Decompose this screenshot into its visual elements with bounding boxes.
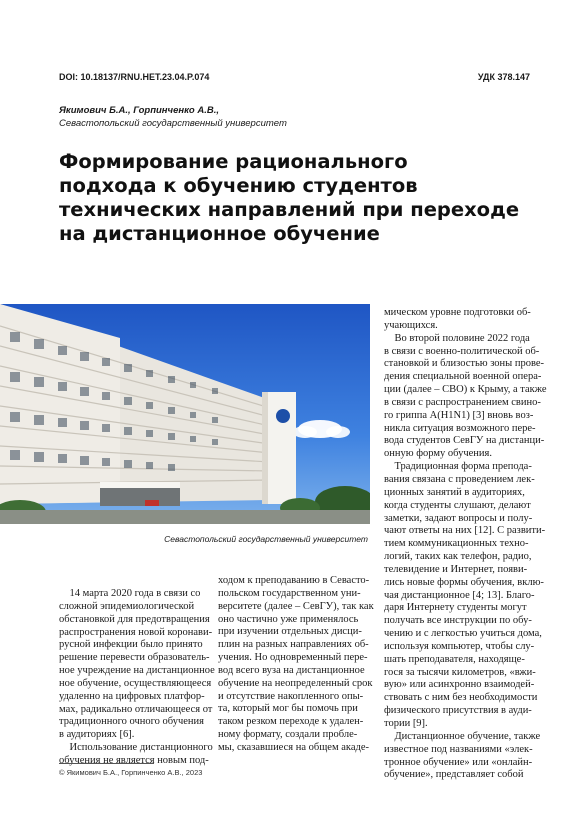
text-line: верситете (далее – СевГУ), так как [218, 600, 374, 612]
title-line: Формирование рационального [59, 150, 408, 173]
text-line: Традиционная форма препода- [384, 461, 532, 473]
text-line: вод всего вуза на дистанционное [218, 664, 365, 676]
text-line: тием коммуникационных техно- [384, 538, 529, 550]
text-line: становкой и близостью зоны прове- [384, 358, 545, 370]
text-line: гося за тысячи километров, «вжи- [384, 666, 536, 678]
text-line: мы, сказавшиеся на общем акаде- [218, 741, 369, 753]
text-line: дения специальной военной опера- [384, 371, 542, 383]
text-line: оно частично уже применялось [218, 613, 359, 625]
text-line: при изучении отдельных дисци- [218, 626, 362, 638]
text-line: та, который мог бы помочь при [218, 703, 358, 715]
photo-caption: Севастопольский государственный университет [164, 534, 368, 544]
building-illustration [0, 304, 370, 524]
author-block [59, 104, 287, 130]
text-line: лись новые формы обучения, вклю- [384, 576, 544, 588]
text-line: удаленно на цифровых платфор- [59, 690, 205, 702]
text-line: чают ответы на них [12]. С развити- [384, 525, 546, 537]
text-line: даря Интернету студенты могут [384, 602, 527, 614]
text-line: 14 марта 2020 года в связи со [59, 588, 201, 599]
text-line: ному формату, создали пробле- [218, 729, 358, 741]
text-line: ное обучение, осуществляющееся [59, 677, 212, 689]
text-line: ное учреждение на дистанционное [59, 665, 215, 677]
text-line: го гриппа A(H1N1) [3] вновь воз- [384, 409, 534, 421]
text-line: ционных занятий в аудиториях, [384, 486, 525, 498]
text-line: вания связана с проведением лек- [384, 473, 535, 485]
text-line: традиционного очного обучения [59, 716, 204, 728]
text-line: сложной эпидемиологической [59, 600, 195, 612]
university-building-photo [0, 304, 370, 524]
text-line: Дистанционное обучение, также [384, 730, 541, 742]
udc-label: УДК 378.147 [477, 72, 530, 82]
text-line: распространения новой коронави- [59, 626, 213, 638]
text-line: учающихся. [384, 319, 438, 331]
text-line: никла ситуация возможного пере- [384, 422, 536, 434]
text-line: учения. Но одновременный пере- [218, 652, 368, 664]
text-line: польском государственном уни- [218, 587, 361, 599]
text-line: известное под названиями «элек- [384, 743, 533, 755]
text-line: ходом к преподаванию в Севасто- [218, 575, 370, 586]
text-line: используя компьютер, чтобы слу- [384, 640, 535, 652]
text-line: когда студенты слушают, делают [384, 499, 531, 511]
text-line: обучение на неопределенный срок [218, 677, 373, 689]
text-line: чению и с легкостью учиться дома, [384, 628, 542, 640]
title-line: технических направлений при переходе [59, 198, 520, 221]
title-line: на дистанционное обучение [59, 222, 380, 245]
text-line: Во второй половине 2022 года [384, 332, 530, 344]
text-line: вода студентов СевГУ на дистанци- [384, 435, 545, 447]
text-line: ции (далее – СВО) к Крыму, а также [384, 384, 547, 396]
text-line: шать преподавателя, находяще- [384, 653, 525, 665]
article-title [59, 150, 520, 246]
doi-label: DOI: 10.18137/RNU.HET.23.04.P.074 [59, 72, 210, 82]
body-column-1 [59, 588, 215, 768]
text-line: в аудиториях [6]. [59, 729, 135, 741]
text-line: ствовать с ним без необходимости [384, 692, 538, 704]
text-line: логий, таких как телефон, радио, [384, 551, 532, 563]
title-line: подхода к обучению студентов [59, 174, 418, 197]
text-line: чая дистанционное [4; 13]. Благо- [384, 589, 535, 601]
author-affiliation: Севастопольский государственный университет [59, 118, 287, 129]
text-line: русной инфекции было принято [59, 639, 203, 651]
text-line: тронное обучение» или «онлайн- [384, 756, 533, 768]
body-column-2 [218, 575, 374, 755]
text-line: физического присутствия в ауди- [384, 705, 532, 717]
text-line: обучения не является новым под- [59, 754, 209, 766]
footnote-rule [59, 763, 154, 764]
text-line: мическом уровне подготовки об- [384, 307, 531, 318]
text-line: онную форму обучения. [384, 448, 492, 460]
text-line: заметки, задают вопросы и полу- [384, 512, 533, 524]
body-column-3 [384, 307, 547, 782]
text-line: обучение», представляет собой [384, 769, 524, 781]
text-line: в связи с военно-политической об- [384, 345, 540, 357]
text-line: в связи с распространением свино- [384, 396, 541, 408]
text-line: и отсутствие накопленного опы- [218, 690, 364, 702]
text-line: Использование дистанционного [59, 742, 213, 754]
text-line: таком резком переходе к удален- [218, 716, 364, 728]
text-line: телевидение и Интернет, появи- [384, 563, 528, 575]
text-line: получать все инструкции по обу- [384, 615, 532, 627]
text-line: решение перевести образователь- [59, 652, 210, 664]
text-line: вую» или асинхронно взаимодей- [384, 679, 535, 691]
author-names: Якимович Б.А., Горпинченко А.В., [59, 105, 220, 116]
text-line: плин на разных направлениях об- [218, 639, 369, 651]
text-line: обстановкой для предотвращения [59, 613, 210, 625]
text-line: мах, радикально отличающееся от [59, 703, 213, 715]
copyright-notice: © Якимович Б.А., Горпинченко А.В., 2023 [59, 768, 203, 777]
text-line: тории [9]. [384, 718, 428, 729]
